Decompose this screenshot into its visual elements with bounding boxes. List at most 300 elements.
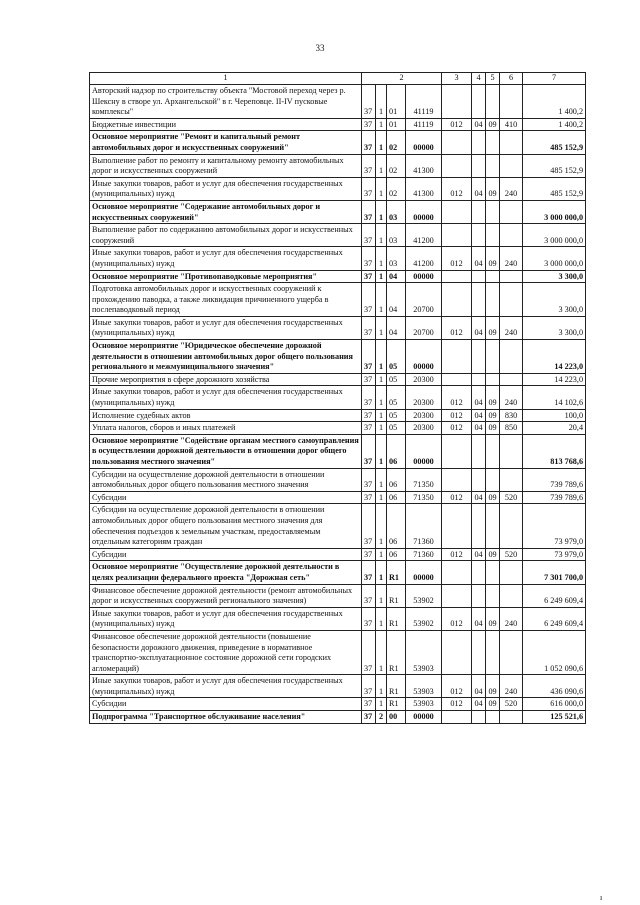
activity-code: 03 [387,200,406,223]
subprogram-code: 1 [376,630,387,674]
activity-code: 05 [387,422,406,435]
subprogram-code: 1 [376,491,387,504]
expense-type-code [500,504,523,548]
row-name: Основное мероприятие "Противопаводковые мероприятия" [90,270,362,283]
subprogram-code: 1 [376,386,387,409]
table-row [90,548,586,561]
row-name: Бюджетные инвестиции [90,118,362,131]
activity-code: 05 [387,373,406,386]
amount: 436 090,6 [523,675,586,698]
expense-type-code: 850 [500,422,523,435]
expense-type-code: 520 [500,698,523,711]
table-row [90,386,586,409]
row-name: Подпрограмма "Транспортное обслуживание населения" [90,711,362,724]
section-code [472,630,486,674]
expense-type-code [500,711,523,724]
section-code [472,224,486,247]
subsection-code: 09 [486,698,500,711]
column-header: 1 [90,73,362,85]
section-code [472,200,486,223]
admin-code: 012 [442,675,472,698]
expense-type-code [500,283,523,317]
expense-type-code [500,131,523,154]
activity-code: 04 [387,316,406,339]
direction-code: 53903 [406,675,442,698]
direction-code: 71360 [406,504,442,548]
admin-code: 012 [442,548,472,561]
amount: 616 000,0 [523,698,586,711]
row-name: Уплата налогов, сборов и иных платежей [90,422,362,435]
expense-type-code [500,270,523,283]
expense-type-code [500,373,523,386]
direction-code: 71360 [406,548,442,561]
admin-code: 012 [442,247,472,270]
amount: 14 223,0 [523,373,586,386]
row-name: Иные закупки товаров, работ и услуг для обеспечения государственных (муниципальных) нужд [90,247,362,270]
activity-code: R1 [387,561,406,584]
direction-code: 20300 [406,386,442,409]
table-header-row [90,73,586,85]
admin-code: 012 [442,607,472,630]
table-row [90,283,586,317]
direction-code: 00000 [406,434,442,468]
section-code: 04 [472,675,486,698]
section-code [472,561,486,584]
direction-code: 20300 [406,409,442,422]
expense-type-code [500,200,523,223]
table-row [90,224,586,247]
amount: 14 223,0 [523,340,586,374]
program-code: 37 [362,224,376,247]
admin-code [442,200,472,223]
admin-code [442,154,472,177]
section-code [472,711,486,724]
table-row [90,504,586,548]
section-code [472,270,486,283]
section-code: 04 [472,409,486,422]
section-code: 04 [472,316,486,339]
subsection-code: 09 [486,422,500,435]
admin-code: 012 [442,491,472,504]
program-code: 37 [362,584,376,607]
section-code: 04 [472,491,486,504]
table-row [90,711,586,724]
amount: 1 400,2 [523,118,586,131]
subsection-code: 09 [486,675,500,698]
subprogram-code: 1 [376,409,387,422]
table-row [90,154,586,177]
subprogram-code: 1 [376,340,387,374]
activity-code: 05 [387,340,406,374]
expense-type-code: 240 [500,247,523,270]
amount: 1 400,2 [523,85,586,119]
program-code: 37 [362,373,376,386]
table-row [90,373,586,386]
expense-type-code: 240 [500,386,523,409]
table-row [90,270,586,283]
subprogram-code: 1 [376,247,387,270]
section-code [472,468,486,491]
admin-code [442,85,472,119]
table-row [90,561,586,584]
direction-code: 41300 [406,154,442,177]
amount: 73 979,0 [523,548,586,561]
section-code [472,584,486,607]
expense-type-code: 240 [500,675,523,698]
section-code [472,434,486,468]
subsection-code [486,283,500,317]
section-code: 04 [472,247,486,270]
row-name: Основное мероприятие "Осуществление дорожной деятельности в целях реализации федерального проекта "Дорожная сеть" [90,561,362,584]
subprogram-code: 1 [376,504,387,548]
amount: 485 152,9 [523,131,586,154]
admin-code [442,434,472,468]
expense-type-code [500,340,523,374]
subsection-code [486,131,500,154]
subsection-code [486,434,500,468]
page-mark: ı [600,893,603,902]
table-row [90,177,586,200]
direction-code: 53902 [406,584,442,607]
direction-code: 71350 [406,491,442,504]
table-row [90,698,586,711]
subsection-code: 09 [486,177,500,200]
amount: 485 152,9 [523,177,586,200]
amount: 3 300,0 [523,270,586,283]
amount: 14 102,6 [523,386,586,409]
admin-code [442,561,472,584]
program-code: 37 [362,200,376,223]
subprogram-code: 1 [376,584,387,607]
expense-type-code [500,584,523,607]
direction-code: 41119 [406,118,442,131]
subsection-code: 09 [486,247,500,270]
activity-code: 01 [387,118,406,131]
direction-code: 20700 [406,283,442,317]
subsection-code: 09 [486,409,500,422]
subprogram-code: 1 [376,200,387,223]
program-code: 37 [362,607,376,630]
row-name: Финансовое обеспечение дорожной деятельности (ремонт автомобильных дорог и искусственных сооружений регионального значения) [90,584,362,607]
row-name: Выполнение работ по ремонту и капитальному ремонту автомобильных дорог и искусственных сооружений [90,154,362,177]
table-row [90,468,586,491]
row-name: Иные закупки товаров, работ и услуг для обеспечения государственных (муниципальных) нужд [90,316,362,339]
direction-code: 41200 [406,247,442,270]
section-code: 04 [472,607,486,630]
direction-code: 53902 [406,607,442,630]
section-code [472,373,486,386]
program-code: 37 [362,548,376,561]
row-name: Авторский надзор по строительству объекта "Мостовой переход через р. Шексну в створе ул. Архангельской" в г. Череповце. II-IV пусковые комплексы" [90,85,362,119]
row-name: Подготовка автомобильных дорог и искусственных сооружений к прохождению паводка, а также ликвидация причиненного ущерба в послепаводковый период [90,283,362,317]
expense-type-code [500,154,523,177]
direction-code: 00000 [406,711,442,724]
subsection-code [486,584,500,607]
subprogram-code: 1 [376,561,387,584]
admin-code: 012 [442,118,472,131]
admin-code [442,468,472,491]
table-row [90,85,586,119]
row-name: Основное мероприятие "Юридическое обеспечение дорожной деятельности в отношении автомобильных дорог общего пользования регионального и межмуниципального значения" [90,340,362,374]
subsection-code [486,270,500,283]
subsection-code: 09 [486,386,500,409]
table-row [90,422,586,435]
row-name: Субсидии на осуществление дорожной деятельности в отношении автомобильных дорог общего пользования местного значения для обеспечения подъездов к земельным участкам, предоставляемым отдельным категориям граждан [90,504,362,548]
admin-code [442,373,472,386]
program-code: 37 [362,283,376,317]
section-code: 04 [472,386,486,409]
column-header: 6 [500,73,523,85]
section-code [472,154,486,177]
section-code [472,85,486,119]
expense-type-code: 240 [500,607,523,630]
subprogram-code: 1 [376,270,387,283]
page-number: 33 [315,43,325,53]
section-code [472,283,486,317]
direction-code: 41119 [406,85,442,119]
row-name: Основное мероприятие "Содействие органам местного самоуправления в осуществлении дорожной деятельности в отношении дорог общего пользования местного значения" [90,434,362,468]
admin-code [442,270,472,283]
activity-code: 04 [387,270,406,283]
table-row [90,675,586,698]
admin-code: 012 [442,422,472,435]
row-name: Субсидии на осуществление дорожной деятельности в отношении автомобильных дорог общего пользования местного значения [90,468,362,491]
program-code: 37 [362,698,376,711]
table-row [90,584,586,607]
admin-code: 012 [442,409,472,422]
amount: 739 789,6 [523,468,586,491]
program-code: 37 [362,422,376,435]
admin-code [442,630,472,674]
subsection-code [486,468,500,491]
expense-type-code: 830 [500,409,523,422]
subprogram-code: 1 [376,85,387,119]
admin-code [442,283,472,317]
subsection-code: 09 [486,548,500,561]
table-row [90,409,586,422]
amount: 3 000 000,0 [523,224,586,247]
activity-code: 05 [387,386,406,409]
table-row [90,434,586,468]
expense-type-code: 410 [500,118,523,131]
direction-code: 20700 [406,316,442,339]
subsection-code [486,711,500,724]
section-code: 04 [472,422,486,435]
direction-code: 00000 [406,340,442,374]
direction-code: 41200 [406,224,442,247]
subsection-code [486,504,500,548]
table-row [90,247,586,270]
section-code: 04 [472,118,486,131]
row-name: Иные закупки товаров, работ и услуг для обеспечения государственных (муниципальных) нужд [90,675,362,698]
program-code: 37 [362,316,376,339]
program-code: 37 [362,561,376,584]
expense-type-code: 240 [500,316,523,339]
subsection-code [486,154,500,177]
program-code: 37 [362,491,376,504]
row-name: Основное мероприятие "Содержание автомобильных дорог и искусственных сооружений" [90,200,362,223]
program-code: 37 [362,131,376,154]
table-row [90,491,586,504]
table-row [90,316,586,339]
amount: 100,0 [523,409,586,422]
admin-code [442,711,472,724]
section-code: 04 [472,548,486,561]
column-header: 5 [486,73,500,85]
row-name: Финансовое обеспечение дорожной деятельности (повышение безопасности дорожного движения, приведение в нормативное транспортно-эксплуатационное состояние дорожной сети городских агломераций) [90,630,362,674]
amount: 3 000 000,0 [523,247,586,270]
table-row [90,607,586,630]
row-name: Основное мероприятие "Ремонт и капитальный ремонт автомобильных дорог и искусственных сооружений" [90,131,362,154]
program-code: 37 [362,386,376,409]
amount: 485 152,9 [523,154,586,177]
amount: 1 052 090,6 [523,630,586,674]
subprogram-code: 1 [376,607,387,630]
table-row [90,131,586,154]
activity-code: 05 [387,409,406,422]
activity-code: 06 [387,468,406,491]
amount: 3 300,0 [523,316,586,339]
admin-code [442,584,472,607]
program-code: 37 [362,118,376,131]
direction-code: 00000 [406,270,442,283]
activity-code: 02 [387,154,406,177]
amount: 3 300,0 [523,283,586,317]
admin-code [442,504,472,548]
admin-code: 012 [442,698,472,711]
direction-code: 00000 [406,200,442,223]
subprogram-code: 1 [376,283,387,317]
section-code: 04 [472,698,486,711]
expense-type-code: 520 [500,491,523,504]
activity-code: 01 [387,85,406,119]
activity-code: 02 [387,131,406,154]
row-name: Выполнение работ по содержанию автомобильных дорог и искусственных сооружений [90,224,362,247]
row-name: Субсидии [90,548,362,561]
program-code: 37 [362,409,376,422]
activity-code: 06 [387,548,406,561]
program-code: 37 [362,434,376,468]
activity-code: 06 [387,504,406,548]
subprogram-code: 1 [376,373,387,386]
activity-code: R1 [387,698,406,711]
table-row [90,118,586,131]
expense-type-code: 520 [500,548,523,561]
subsection-code [486,630,500,674]
section-code [472,131,486,154]
program-code: 37 [362,85,376,119]
expense-type-code: 240 [500,177,523,200]
budget-table [89,72,586,724]
expense-type-code [500,561,523,584]
admin-code [442,340,472,374]
subsection-code [486,200,500,223]
subprogram-code: 1 [376,224,387,247]
row-name: Субсидии [90,698,362,711]
section-code [472,340,486,374]
admin-code: 012 [442,386,472,409]
amount: 3 000 000,0 [523,200,586,223]
expense-type-code [500,434,523,468]
expense-type-code [500,468,523,491]
subsection-code [486,373,500,386]
activity-code: 03 [387,224,406,247]
direction-code: 71350 [406,468,442,491]
table-body [90,85,586,724]
subprogram-code: 1 [376,675,387,698]
activity-code: R1 [387,675,406,698]
row-name: Исполнение судебных актов [90,409,362,422]
amount: 739 789,6 [523,491,586,504]
column-header: 7 [523,73,586,85]
subprogram-code: 1 [376,422,387,435]
section-code: 04 [472,177,486,200]
subsection-code: 09 [486,118,500,131]
program-code: 37 [362,177,376,200]
table-row [90,340,586,374]
activity-code: 06 [387,434,406,468]
admin-code: 012 [442,316,472,339]
activity-code: 04 [387,283,406,317]
subsection-code [486,85,500,119]
subsection-code [486,340,500,374]
row-name: Субсидии [90,491,362,504]
expense-type-code [500,85,523,119]
program-code: 37 [362,340,376,374]
activity-code: R1 [387,630,406,674]
activity-code: R1 [387,584,406,607]
subprogram-code: 1 [376,468,387,491]
direction-code: 00000 [406,131,442,154]
admin-code [442,131,472,154]
activity-code: 03 [387,247,406,270]
amount: 7 301 700,0 [523,561,586,584]
admin-code [442,224,472,247]
subsection-code [486,561,500,584]
row-name: Иные закупки товаров, работ и услуг для обеспечения государственных (муниципальных) нужд [90,386,362,409]
subprogram-code: 2 [376,711,387,724]
subsection-code: 09 [486,316,500,339]
activity-code: 02 [387,177,406,200]
subprogram-code: 1 [376,548,387,561]
amount: 73 979,0 [523,504,586,548]
subprogram-code: 1 [376,698,387,711]
column-header: 4 [472,73,486,85]
program-code: 37 [362,630,376,674]
program-code: 37 [362,270,376,283]
subsection-code [486,224,500,247]
column-header: 2 [362,73,442,85]
direction-code: 20300 [406,422,442,435]
row-name: Иные закупки товаров, работ и услуг для обеспечения государственных (муниципальных) нужд [90,177,362,200]
direction-code: 53903 [406,630,442,674]
activity-code: R1 [387,607,406,630]
program-code: 37 [362,154,376,177]
subprogram-code: 1 [376,131,387,154]
direction-code: 00000 [406,561,442,584]
table-row [90,200,586,223]
table-row [90,630,586,674]
row-name: Иные закупки товаров, работ и услуг для обеспечения государственных (муниципальных) нужд [90,607,362,630]
subsection-code: 09 [486,607,500,630]
subprogram-code: 1 [376,177,387,200]
program-code: 37 [362,675,376,698]
subprogram-code: 1 [376,316,387,339]
direction-code: 53903 [406,698,442,711]
subprogram-code: 1 [376,118,387,131]
expense-type-code [500,224,523,247]
activity-code: 06 [387,491,406,504]
